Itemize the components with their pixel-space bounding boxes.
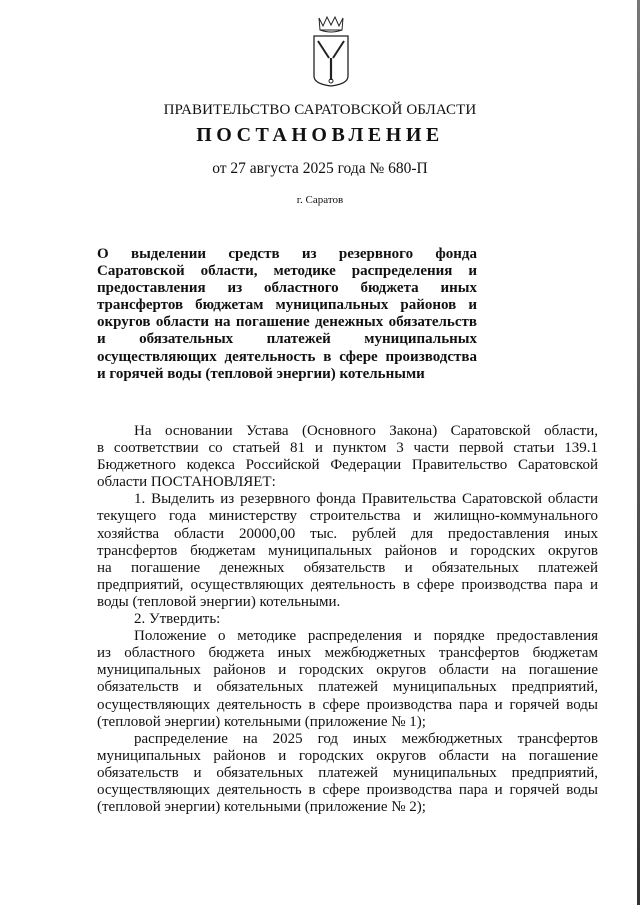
body-line: из областного бюджета иных межбюджетных трансфертов бюджетам	[97, 645, 598, 662]
saratov-coat-of-arms-icon	[309, 14, 353, 88]
title-line: предоставления из областного бюджета иных	[97, 280, 477, 297]
title-line: трансфертов бюджетам муниципальных районов и	[97, 297, 477, 314]
body-line: (тепловой энергии) котельными (приложение № 2);	[97, 799, 426, 816]
body-line: в соответствии со статьей 81 и пунктом 3 части первой статьи 139.1	[97, 440, 598, 457]
city: г. Саратов	[296, 194, 344, 206]
title-line: округов области на погашение денежных обязательств	[97, 314, 477, 331]
document-body	[97, 423, 598, 816]
date-and-number: от 27 августа 2025 года № 680-П	[212, 160, 428, 177]
body-line: 2. Утвердить:	[134, 611, 221, 628]
body-line: (тепловой энергии) котельными (приложение № 1);	[97, 713, 426, 730]
body-line: хозяйства области 20000,00 тыс. рублей для предоставления иных	[97, 525, 598, 542]
body-line: предприятий, осуществляющих деятельность в сфере производства пара и	[97, 576, 598, 593]
title-line: Саратовской области, методике распределения и	[97, 263, 477, 280]
body-line: трансфертов бюджетам муниципальных районов и городских округов	[97, 542, 598, 559]
body-line: текущего года министерству строительства и жилищно-коммунального	[97, 508, 598, 525]
body-line: муниципальных районов и городских округов области на погашение	[97, 747, 598, 764]
body-line: 1. Выделить из резервного фонда Правительства Саратовской области	[134, 491, 598, 508]
title-line: осуществляющих деятельность в сфере производства	[97, 348, 477, 365]
body-line: обязательств и обязательных платежей муниципальных предприятий,	[97, 764, 598, 781]
title-line: О выделении средств из резервного фонда	[97, 246, 477, 262]
body-line: осуществляющих деятельность в сфере производства пара и горячей воды	[97, 696, 598, 713]
body-line: муниципальных районов и городских округов области на погашение	[97, 662, 598, 679]
body-line: области ПОСТАНОВЛЯЕТ:	[97, 474, 276, 491]
title-line: и горячей воды (тепловой энергии) котельными	[97, 365, 425, 382]
body-line: На основании Устава (Основного Закона) Саратовской области,	[134, 423, 598, 439]
body-line: Положение о методике распределения и порядке предоставления	[134, 628, 598, 645]
body-line: Бюджетного кодекса Российской Федерации Правительство Саратовской	[97, 457, 598, 474]
government-name: ПРАВИТЕЛЬСТВО САРАТОВСКОЙ ОБЛАСТИ	[163, 102, 477, 118]
body-line: на погашение денежных обязательств и обязательных платежей	[97, 559, 598, 576]
document-title	[97, 246, 477, 383]
body-line: обязательств и обязательных платежей муниципальных предприятий,	[97, 679, 598, 696]
body-line: осуществляющих деятельность в сфере производства пара и горячей воды	[97, 781, 598, 798]
title-line: и обязательных платежей муниципальных	[97, 331, 477, 348]
document-type: ПОСТАНОВЛЕНИЕ	[196, 124, 444, 146]
body-line: распределение на 2025 год иных межбюджетных трансфертов	[134, 730, 598, 747]
body-line: воды (тепловой энергии) котельными.	[97, 593, 341, 610]
